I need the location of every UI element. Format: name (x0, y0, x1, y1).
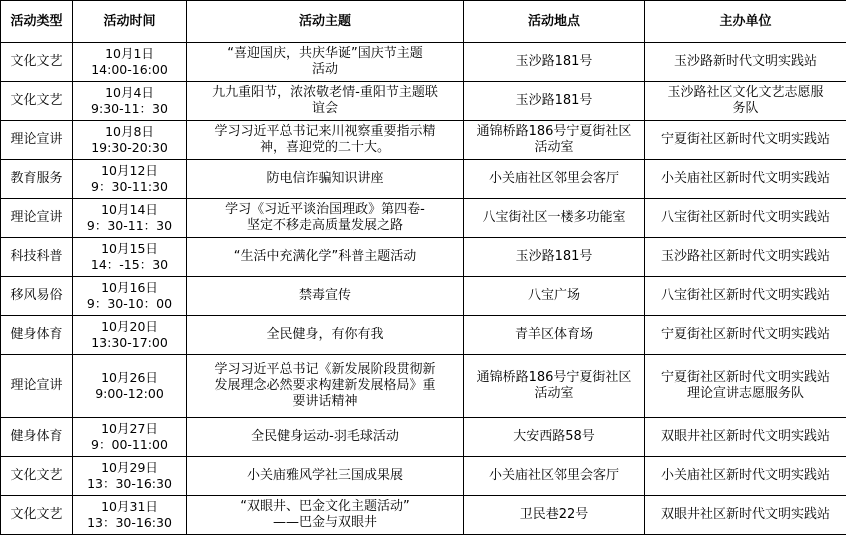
activity-hours: 13：30-16:30 (87, 515, 172, 530)
activity-hours: 9:30-11：30 (91, 101, 168, 116)
activity-hours: 14：-15：30 (90, 257, 169, 272)
activity-theme-line: 学习习近平总书记来川视察重要指示精 (214, 124, 436, 139)
activity-time-cell (73, 418, 187, 457)
activity-place-cell (464, 496, 645, 535)
organizer-cell (645, 355, 846, 418)
activity-date: 10月20日 (101, 319, 158, 334)
header-activity-theme: 活动主题 (187, 1, 464, 43)
table-row (1, 121, 846, 160)
activity-theme-line: 发展理念必然要求构建新发展格局》重 (214, 378, 436, 393)
organizer-cell (645, 277, 846, 316)
activity-date: 10月27日 (101, 421, 158, 436)
organizer-cell (645, 121, 846, 160)
activity-theme-cell (187, 277, 464, 316)
activity-theme-line: “生活中充满化学”科普主题活动 (233, 249, 417, 264)
activity-theme-cell (187, 418, 464, 457)
activity-theme-cell (187, 199, 464, 238)
activity-type-cell: 文化文艺 (1, 82, 73, 121)
activity-date: 10月4日 (105, 85, 154, 100)
activity-place-line: 大安西路58号 (513, 429, 595, 444)
table-body (1, 43, 846, 535)
table-row (1, 496, 846, 535)
organizer-cell (645, 316, 846, 355)
activity-date: 10月16日 (101, 280, 158, 295)
activity-type-cell: 理论宣讲 (1, 355, 73, 418)
activity-place-line: 玉沙路181号 (515, 93, 593, 108)
activity-date: 10月12日 (101, 163, 158, 178)
table-row (1, 43, 846, 82)
activity-theme-line: ——巴金与双眼井 (272, 515, 377, 530)
activity-date: 10月8日 (105, 124, 154, 139)
activity-place-line: 通锦桥路186号宁夏街社区 (476, 124, 632, 139)
activity-time-cell (73, 238, 187, 277)
activity-theme-cell (187, 238, 464, 277)
activity-type-cell: 健身体育 (1, 316, 73, 355)
organizer-line: 宁夏街社区新时代文明实践站 (660, 370, 830, 385)
activity-theme-line: 坚定不移走高质量发展之路 (246, 218, 403, 233)
table-row (1, 82, 846, 121)
activity-place-line: 小关庙社区邻里会客厅 (488, 468, 619, 483)
activity-place-line: 八宝广场 (527, 288, 580, 303)
activity-time-cell (73, 121, 187, 160)
activity-hours: 19:30-20:30 (91, 140, 168, 155)
header-activity-type: 活动类型 (1, 1, 73, 43)
activity-theme-cell (187, 496, 464, 535)
table-row (1, 316, 846, 355)
activity-theme-line: 活动 (311, 62, 338, 77)
activity-place-line: 活动室 (534, 140, 574, 155)
activity-hours: 9：00-11:00 (91, 437, 168, 452)
activity-hours: 9：30-11:30 (91, 179, 168, 194)
header-row (1, 1, 846, 43)
activity-theme-line: 全民健身运动-羽毛球活动 (251, 429, 399, 444)
activity-time-cell (73, 277, 187, 316)
activity-place-cell (464, 355, 645, 418)
organizer-line: 小关庙社区新时代文明实践站 (660, 171, 830, 186)
activity-theme-line: 防电信诈骗知识讲座 (266, 171, 384, 186)
activity-type-cell: 理论宣讲 (1, 121, 73, 160)
table-row (1, 355, 846, 418)
activity-place-line: 活动室 (534, 386, 574, 401)
activity-place-line: 卫民巷22号 (519, 507, 589, 522)
activity-theme-cell (187, 316, 464, 355)
activity-theme-line: 神，喜迎党的二十大。 (259, 140, 390, 155)
activity-theme-line: 九九重阳节，浓浓敬老情-重阳节主题联 (212, 85, 438, 100)
organizer-line: 双眼井社区新时代文明实践站 (660, 429, 830, 444)
activity-time-cell (73, 316, 187, 355)
activity-time-cell (73, 199, 187, 238)
activity-theme-cell (187, 82, 464, 121)
activity-theme-cell (187, 160, 464, 199)
activity-place-line: 八宝街社区一楼多功能室 (482, 210, 626, 225)
organizer-line: 小关庙社区新时代文明实践站 (660, 468, 830, 483)
activity-theme-line: 学习习近平总书记《新发展阶段贯彻新 (214, 362, 436, 377)
header-organizer: 主办单位 (645, 1, 846, 43)
activity-hours: 14:00-16:00 (91, 62, 168, 77)
activity-place-line: 玉沙路181号 (515, 54, 593, 69)
activity-theme-line: 小关庙雅风学社三国成果展 (246, 468, 403, 483)
activity-place-line: 青羊区体育场 (514, 327, 593, 342)
activity-type-cell: 科技科普 (1, 238, 73, 277)
activity-time-cell (73, 160, 187, 199)
activity-hours: 13:30-17:00 (91, 335, 168, 350)
table-row (1, 199, 846, 238)
header-activity-time: 活动时间 (73, 1, 187, 43)
activity-type-cell: 教育服务 (1, 160, 73, 199)
activity-date: 10月14日 (101, 202, 158, 217)
table-row (1, 160, 846, 199)
activity-date: 10月26日 (101, 370, 158, 385)
activity-theme-cell (187, 457, 464, 496)
activity-time-cell (73, 82, 187, 121)
activity-time-cell (73, 355, 187, 418)
organizer-line: 宁夏街社区新时代文明实践站 (660, 327, 830, 342)
organizer-line: 双眼井社区新时代文明实践站 (660, 507, 830, 522)
organizer-line: 理论宣讲志愿服务队 (686, 386, 804, 401)
organizer-cell (645, 457, 846, 496)
activity-theme-line: 学习《习近平谈治国理政》第四卷- (225, 202, 425, 217)
activity-theme-cell (187, 43, 464, 82)
organizer-line: 八宝街社区新时代文明实践站 (660, 210, 830, 225)
table-row (1, 418, 846, 457)
activity-type-cell: 文化文艺 (1, 457, 73, 496)
activity-date: 10月29日 (101, 460, 158, 475)
activity-place-cell (464, 316, 645, 355)
activity-theme-line: “喜迎国庆，共庆华诞”国庆节主题 (227, 46, 423, 61)
activity-place-cell (464, 199, 645, 238)
organizer-line: 玉沙路社区文化文艺志愿服 (667, 85, 824, 100)
activity-place-line: 通锦桥路186号宁夏街社区 (476, 370, 632, 385)
activity-type-cell: 移风易俗 (1, 277, 73, 316)
activity-place-cell (464, 418, 645, 457)
activity-theme-line: “双眼井、巴金文化主题活动” (240, 499, 410, 514)
activity-place-cell (464, 121, 645, 160)
activity-place-cell (464, 82, 645, 121)
activity-theme-line: 禁毒宣传 (298, 288, 351, 303)
activity-date: 10月31日 (101, 499, 158, 514)
activity-place-line: 玉沙路181号 (515, 249, 593, 264)
table-row (1, 457, 846, 496)
activity-time-cell (73, 496, 187, 535)
activity-date: 10月15日 (101, 241, 158, 256)
activity-place-line: 小关庙社区邻里会客厅 (488, 171, 619, 186)
activity-time-cell (73, 457, 187, 496)
organizer-cell (645, 238, 846, 277)
organizer-cell (645, 199, 846, 238)
activity-place-cell (464, 238, 645, 277)
table-row (1, 238, 846, 277)
activity-hours: 13：30-16:30 (87, 476, 172, 491)
table-row (1, 277, 846, 316)
activity-theme-cell (187, 121, 464, 160)
organizer-line: 玉沙路社区新时代文明实践站 (660, 249, 830, 264)
activity-place-cell (464, 43, 645, 82)
activity-theme-cell (187, 355, 464, 418)
organizer-cell (645, 82, 846, 121)
activity-type-cell: 文化文艺 (1, 43, 73, 82)
organizer-cell (645, 160, 846, 199)
activity-type-cell: 理论宣讲 (1, 199, 73, 238)
header-activity-place: 活动地点 (464, 1, 645, 43)
activity-theme-line: 全民健身，有你有我 (266, 327, 384, 342)
activity-date: 10月1日 (105, 46, 154, 61)
activity-place-cell (464, 457, 645, 496)
organizer-cell (645, 496, 846, 535)
organizer-cell (645, 418, 846, 457)
organizer-line: 务队 (732, 101, 759, 116)
organizer-cell (645, 43, 846, 82)
activity-hours: 9:00-12:00 (95, 386, 164, 401)
activity-hours: 9：30-11：30 (86, 218, 173, 233)
organizer-line: 八宝街社区新时代文明实践站 (660, 288, 830, 303)
activity-place-cell (464, 277, 645, 316)
activity-time-cell (73, 43, 187, 82)
activity-type-cell: 文化文艺 (1, 496, 73, 535)
organizer-line: 玉沙路新时代文明实践站 (673, 54, 817, 69)
activity-hours: 9：30-10：00 (86, 296, 173, 311)
activity-theme-line: 要讲话精神 (292, 394, 358, 409)
activity-type-cell: 健身体育 (1, 418, 73, 457)
activity-place-cell (464, 160, 645, 199)
organizer-line: 宁夏街社区新时代文明实践站 (660, 132, 830, 147)
activity-theme-line: 谊会 (311, 101, 338, 116)
